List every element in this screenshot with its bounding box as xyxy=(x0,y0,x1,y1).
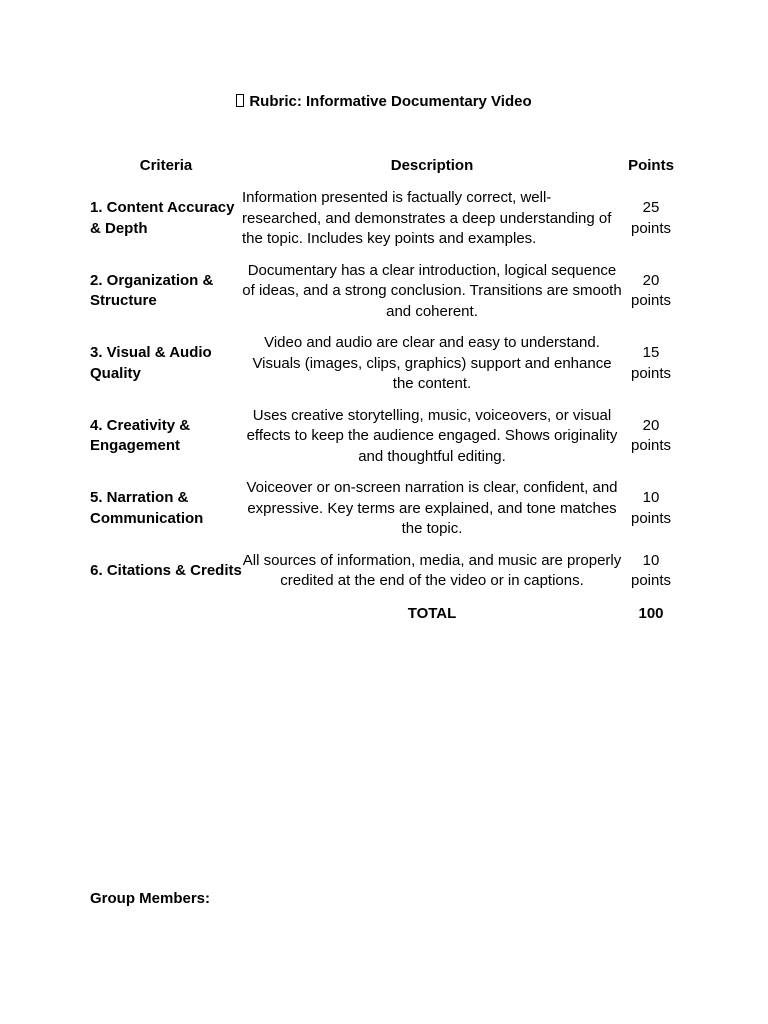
table-row xyxy=(90,333,680,406)
table-row xyxy=(90,551,680,603)
description-cell: Uses creative storytelling, music, voiceovers, or visual effects to keep the audience engaged. Shows originality and thoughtful editing. xyxy=(246,406,618,465)
points-cell: 25 points xyxy=(630,199,672,237)
description-cell: Voiceover or on-screen narration is clear, confident, and expressive. Key terms are explained, and tone matches the topic. xyxy=(246,479,618,537)
total-value: 100 xyxy=(638,604,664,622)
points-cell: 10 points xyxy=(630,489,672,527)
description-cell: All sources of information, media, and music are properly credited at the end of the video or in captions. xyxy=(242,551,622,589)
criteria-cell: 5. Narration & Communication xyxy=(90,489,204,527)
total-label: TOTAL xyxy=(407,604,457,622)
criteria-cell: 6. Citations & Credits xyxy=(90,561,242,579)
points-cell: 10 points xyxy=(630,551,672,589)
total-empty-cell xyxy=(90,603,242,636)
description-cell: Information presented is factually correct, well-researched, and demonstrates a deep understanding of the topic. Includes key points and examples. xyxy=(242,189,612,247)
table-row xyxy=(90,261,680,334)
description-cell: Documentary has a clear introduction, logical sequence of ideas, and a strong conclusion. Transitions are smooth and coherent. xyxy=(242,261,622,320)
table-row xyxy=(90,406,680,479)
description-cell: Video and audio are clear and easy to understand. Visuals (images, clips, graphics) support and enhance the content. xyxy=(252,334,612,392)
points-cell: 15 points xyxy=(630,344,672,382)
points-cell: 20 points xyxy=(630,271,672,310)
rubric-table xyxy=(90,154,680,635)
criteria-header: Criteria xyxy=(139,157,193,174)
criteria-cell: 2. Organization & Structure xyxy=(90,271,214,310)
table-row xyxy=(90,188,680,261)
group-members-label: Group Members: xyxy=(90,890,211,907)
criteria-cell: 4. Creativity & Engagement xyxy=(90,416,191,455)
table-header-row xyxy=(90,154,680,188)
total-row xyxy=(90,603,680,636)
table-row xyxy=(90,478,680,551)
description-header: Description xyxy=(390,157,474,174)
criteria-cell: 1. Content Accuracy & Depth xyxy=(90,199,235,237)
document-title-text: Rubric: Informative Documentary Video xyxy=(249,93,532,110)
box-glyph-icon xyxy=(236,94,244,107)
points-cell: 20 points xyxy=(630,416,672,455)
criteria-cell: 3. Visual & Audio Quality xyxy=(90,344,212,382)
points-header: Points xyxy=(628,157,674,174)
document-title xyxy=(0,93,768,111)
